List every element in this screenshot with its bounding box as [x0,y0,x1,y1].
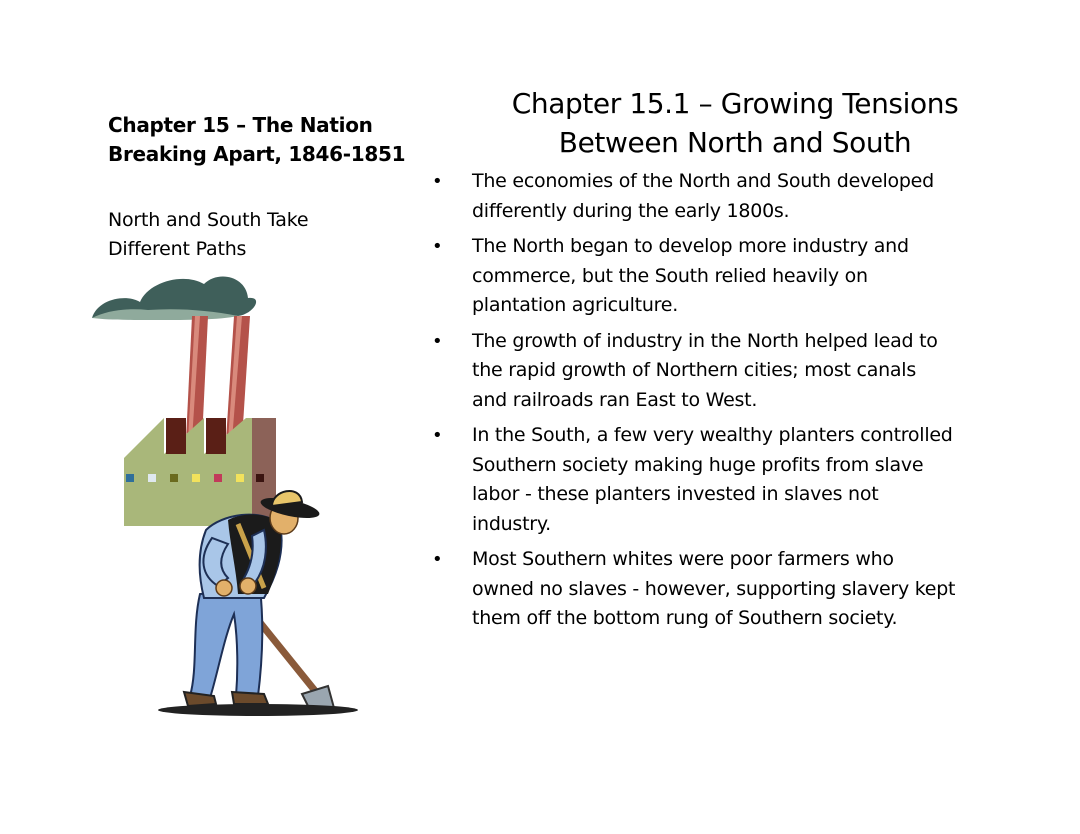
slide-title [470,84,1000,162]
chapter-title-line-2: Breaking Apart, 1846-1851 [108,142,406,166]
bullet-line: owned no slaves - however, supporting slavery kept [472,577,956,600]
bullet-line: the rapid growth of Northern cities; most canals [472,359,916,381]
bullet-item [430,421,1000,539]
bullet-line: industry. [472,512,551,535]
slide-title-line-1: Chapter 15.1 – Growing Tensions [511,87,959,120]
section-subtitle [108,206,408,264]
bullet-item [430,167,1000,226]
bullet-list [430,167,1000,640]
bullet-line: Southern society making huge profits from slave [472,453,924,476]
bullet-item [430,545,1000,634]
factory-icon [124,418,276,526]
bullet-dot-icon: • [432,171,443,192]
bullet-item [430,232,1000,321]
bullet-line: commerce, but the South relied heavily on [472,264,868,287]
bullet-line: In the South, a few very wealthy planters controlled [472,424,953,446]
bullet-line: The North began to develop more industry and [472,235,909,257]
bullet-dot-icon: • [432,330,443,352]
bullet-line: The growth of industry in the North helped lead to [472,329,938,352]
bullet-line: labor - these planters invested in slaves not [472,483,879,505]
section-subtitle-line-1: North and South Take [108,209,309,231]
smoke-cloud-icon [92,276,256,320]
bullet-line: The economies of the North and South developed [472,170,934,192]
bullet-line: them off the bottom rung of Southern society. [472,607,898,629]
bullet-line: plantation agriculture. [472,294,678,316]
bullet-dot-icon: • [432,236,443,257]
bullet-line: differently during the early 1800s. [472,199,790,222]
section-subtitle-line-2: Different Paths [108,238,247,260]
bullet-dot-icon: • [432,549,443,570]
bullet-item [430,327,1000,416]
slide-title-line-2: Between North and South [558,126,912,159]
chapter-title-line-1: Chapter 15 – The Nation [108,113,373,137]
bullet-dot-icon: • [432,425,443,446]
bullet-line: and railroads ran East to West. [472,388,758,411]
bullet-line: Most Southern whites were poor farmers who [472,548,894,570]
factory-and-farmer-clipart [88,268,363,718]
chapter-title [108,111,408,169]
